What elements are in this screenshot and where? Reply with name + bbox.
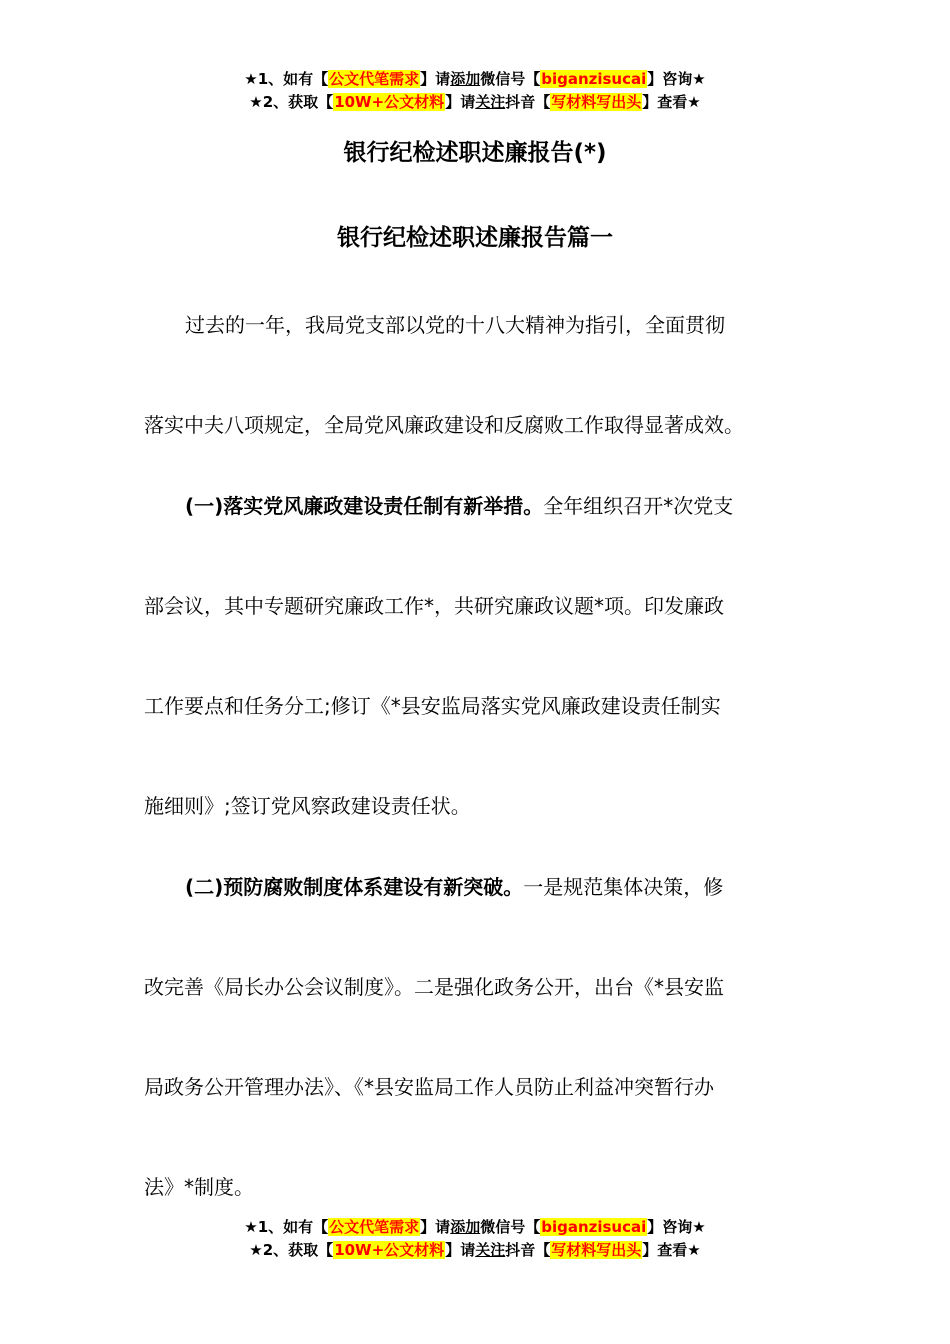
promo-text: 】请 bbox=[445, 1241, 476, 1259]
promo-text: 】请 bbox=[445, 93, 476, 111]
promo-text: 】咨询★ bbox=[647, 1218, 706, 1236]
bold-lead: (二)预防腐败制度体系建设有新突破。 bbox=[185, 875, 524, 899]
promo-highlight: 写材料写出头 bbox=[551, 1241, 642, 1259]
promo-line-1 bbox=[0, 68, 950, 91]
paragraph-line bbox=[144, 971, 724, 1000]
promo-text: 微信号【 bbox=[480, 1218, 541, 1236]
line-text: 部会议，其中专题研究廉政工作*，共研究廉政议题*项。印发廉政 bbox=[144, 594, 724, 618]
promo-highlight: biganzisucai bbox=[541, 70, 647, 88]
bold-lead: (一)落实党风廉政建设责任制有新举措。 bbox=[185, 494, 544, 518]
line-text: 局政务公开管理办法》、《*县安监局工作人员防止利益冲突暂行办 bbox=[144, 1075, 714, 1099]
paragraph-line bbox=[144, 409, 744, 438]
promo-line-2 bbox=[0, 1239, 950, 1262]
line-text: 全年组织召开*次党支 bbox=[543, 494, 734, 518]
promo-text: 】请 bbox=[420, 70, 451, 88]
bottom-promo-banner bbox=[0, 1216, 950, 1262]
line-text: 过去的一年，我局党支部以党的十八大精神为指引，全面贯彻 bbox=[185, 313, 725, 337]
promo-text: 微信号【 bbox=[480, 70, 541, 88]
paragraph-line bbox=[144, 790, 471, 819]
promo-text: 】查看★ bbox=[642, 93, 701, 111]
promo-underlined: 添加 bbox=[450, 70, 481, 88]
promo-highlight: 写材料写出头 bbox=[551, 93, 642, 111]
promo-highlight: 10W+公文材料 bbox=[334, 93, 445, 111]
promo-underlined: 关注 bbox=[475, 93, 506, 111]
paragraph-line bbox=[185, 490, 733, 519]
promo-text: ★2、获取【 bbox=[249, 1241, 334, 1259]
promo-text: 】查看★ bbox=[642, 1241, 701, 1259]
promo-highlight: 公文代笔需求 bbox=[329, 1218, 420, 1236]
promo-underlined: 关注 bbox=[475, 1241, 506, 1259]
paragraph-line bbox=[185, 871, 723, 900]
paragraph-line bbox=[185, 309, 725, 338]
paragraph-line bbox=[144, 1171, 254, 1200]
promo-text: ★2、获取【 bbox=[249, 93, 334, 111]
line-text: 改完善《局长办公会议制度》。二是强化政务公开，出台《*县安监 bbox=[144, 975, 724, 999]
line-text: 施细则》;签订党风察政建设责任状。 bbox=[144, 794, 471, 818]
promo-underlined: 添加 bbox=[450, 1218, 481, 1236]
top-promo-banner bbox=[0, 68, 950, 114]
line-text: 一是规范集体决策，修 bbox=[523, 875, 724, 899]
promo-highlight: 10W+公文材料 bbox=[334, 1241, 445, 1259]
paragraph-line bbox=[144, 1071, 714, 1100]
promo-text: 】咨询★ bbox=[647, 70, 706, 88]
paragraph-line bbox=[144, 690, 721, 719]
promo-text: ★1、如有【 bbox=[244, 1218, 329, 1236]
document-title: 银行纪检述职述廉报告(*) bbox=[343, 140, 607, 166]
promo-highlight: biganzisucai bbox=[541, 1218, 647, 1236]
promo-text: ★1、如有【 bbox=[244, 70, 329, 88]
promo-text: 抖音【 bbox=[505, 1241, 551, 1259]
promo-line-2 bbox=[0, 91, 950, 114]
line-text: 法》*制度。 bbox=[144, 1175, 254, 1199]
promo-text: 】请 bbox=[420, 1218, 451, 1236]
document-subtitle: 银行纪检述职述廉报告篇一 bbox=[337, 225, 613, 251]
line-text: 工作要点和任务分工;修订《*县安监局落实党风廉政建设责任制实 bbox=[144, 694, 721, 718]
line-text: 落实中夫八项规定，全局党风廉政建设和反腐败工作取得显著成效。 bbox=[144, 413, 744, 437]
paragraph-line bbox=[144, 590, 724, 619]
promo-line-1 bbox=[0, 1216, 950, 1239]
promo-highlight: 公文代笔需求 bbox=[329, 70, 420, 88]
promo-text: 抖音【 bbox=[505, 93, 551, 111]
